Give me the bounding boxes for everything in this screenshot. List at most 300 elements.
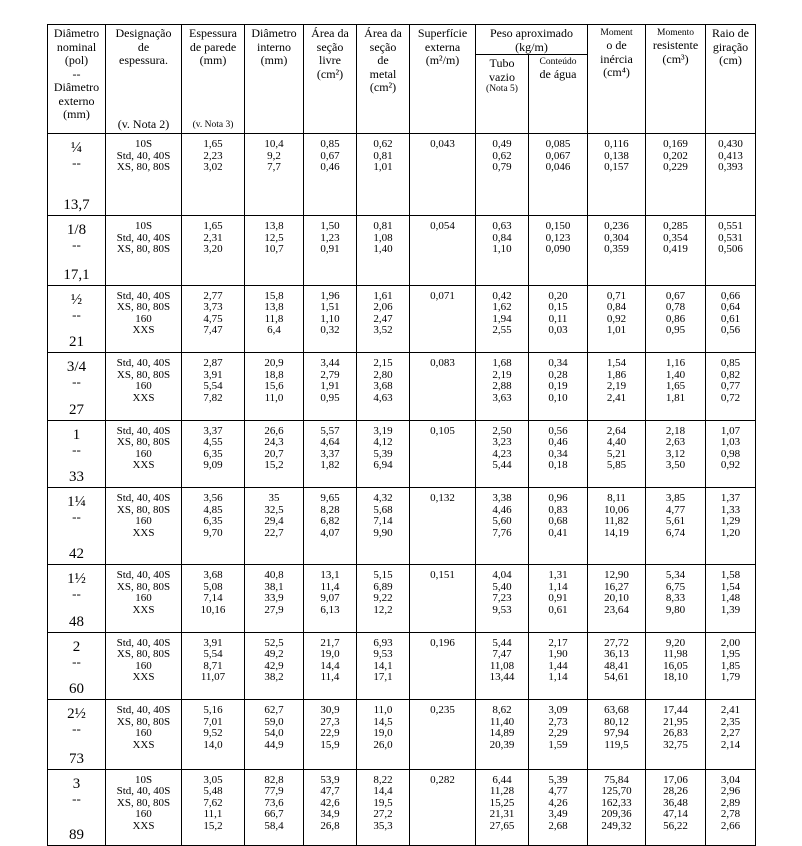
cell-value: 36,13 (604, 648, 629, 661)
cell-value: 9,20 (665, 636, 686, 649)
momento-inercia-cell (588, 700, 646, 770)
cell-value: 53,9 (320, 773, 340, 786)
cell-value: 0,531 (718, 231, 743, 244)
header-text: seção (316, 39, 344, 54)
cell-value: XS, 80, 80S (116, 715, 171, 728)
cell-value: 1,91 (320, 380, 340, 393)
header-text: Área da (364, 26, 402, 40)
cell-value: 3,44 (320, 357, 340, 370)
cell-value: 11,28 (489, 785, 515, 798)
cell-value: 10,16 (200, 603, 226, 616)
cell-value: XXS (132, 603, 155, 616)
table-row (48, 285, 756, 353)
cell-value: 16,27 (604, 580, 629, 593)
cell-value: 17,44 (663, 704, 688, 717)
cell-value: 1,37 (720, 492, 741, 505)
cell-value: 0,506 (718, 243, 743, 256)
header-text: -- (72, 66, 81, 81)
cell-value: 0,77 (720, 380, 741, 393)
nominal-size: 3/4 (66, 359, 87, 376)
area-metal-cell (357, 565, 410, 633)
cell-value: 0,41 (548, 526, 568, 539)
nominal-diameter-cell (48, 420, 106, 488)
cell-value: 2,06 (373, 301, 393, 314)
cell-value: 2,80 (373, 368, 393, 381)
conteudo-agua-cell (529, 134, 588, 216)
conteudo-agua-cell (529, 632, 588, 700)
cell-value: XS, 80, 80S (116, 580, 171, 593)
area-livre-cell (304, 353, 357, 421)
cell-value: 40,8 (264, 569, 284, 582)
cell-value: 42,9 (264, 659, 284, 672)
cell-value: 8,11 (607, 492, 626, 505)
cell-value: 7,62 (203, 796, 223, 809)
cell-value: 1,65 (665, 380, 686, 393)
momento-resistente-cell (646, 700, 706, 770)
conteudo-agua-cell (529, 285, 588, 353)
cell-value: 0,81 (373, 220, 393, 233)
cell-value: 0,10 (548, 391, 568, 404)
cell-value: 1,14 (548, 580, 568, 593)
cell-value: 2,63 (665, 436, 686, 449)
cell-value: 3,37 (320, 447, 340, 460)
cell-value: 0,150 (545, 220, 571, 233)
cell-value: 3,05 (203, 773, 223, 786)
cell-value: 0,285 (663, 220, 688, 233)
cell-value: 1,40 (373, 243, 393, 256)
raio-giracao-cell (706, 285, 756, 353)
cell-value: 8,71 (203, 659, 223, 672)
momento-resistente-cell (646, 216, 706, 286)
cell-value: 0,20 (548, 289, 568, 302)
header-text: interno (257, 39, 291, 54)
header-raio (706, 25, 756, 134)
cell-value: 13,8 (264, 220, 284, 233)
cell-value: 0,229 (663, 161, 688, 173)
cell-value: 10S (134, 138, 153, 150)
cell-value: 5,54 (203, 648, 223, 661)
header-text: externo (58, 93, 95, 108)
cell-value: 5,40 (492, 580, 512, 593)
raio-giracao-cell (706, 216, 756, 286)
cell-value: 97,94 (604, 727, 629, 740)
cell-value: 0,34 (548, 357, 568, 370)
espessura-cell (182, 420, 245, 488)
cell-value: 15,6 (264, 380, 284, 393)
cell-value: 11,4 (320, 580, 340, 593)
separator: -- (72, 586, 81, 602)
cell-value: 160 (135, 808, 152, 821)
cell-value: 42,6 (320, 796, 340, 809)
cell-value: 6,74 (665, 526, 686, 539)
cell-value: 12,2 (373, 603, 393, 616)
cell-value: 2,27 (720, 727, 741, 740)
cell-value: 2,17 (548, 636, 568, 649)
cell-value: 15,25 (489, 796, 515, 809)
cell-value: 3,68 (203, 569, 223, 582)
area-livre-cell (304, 420, 357, 488)
cell-value: 22,7 (264, 526, 284, 539)
superficie-cell (410, 216, 476, 286)
cell-value: 10,7 (264, 243, 284, 256)
separator: -- (72, 653, 81, 669)
cell-value: 21,95 (663, 715, 688, 728)
cell-value: Std, 40, 40S (116, 231, 171, 244)
cell-value: 1,31 (548, 569, 568, 582)
diametro-interno-cell (245, 769, 304, 845)
raio-giracao-cell (706, 769, 756, 845)
cell-value: 19,0 (373, 727, 393, 740)
cell-value: 7,47 (203, 324, 223, 337)
cell-value: 0,15 (548, 301, 568, 314)
nominal-size: 2½ (67, 706, 86, 723)
cell-value: 1,54 (606, 357, 627, 370)
header-text: de (137, 39, 150, 54)
header-text: de água (539, 67, 577, 81)
momento-resistente-cell (646, 565, 706, 633)
nominal-diameter-cell (48, 134, 106, 216)
cell-value: 0,91 (320, 243, 340, 256)
cell-value: 1,03 (720, 436, 741, 449)
cell-value: 80,12 (604, 715, 629, 728)
cell-value: 7,82 (203, 391, 223, 404)
momento-inercia-cell (588, 285, 646, 353)
conteudo-agua-cell (529, 420, 588, 488)
cell-value: 19,5 (373, 796, 393, 809)
cell-value: 2,47 (373, 312, 393, 325)
cell-value: 82,8 (264, 773, 284, 786)
cell-value: 10,06 (604, 503, 629, 516)
area-livre-cell (304, 565, 357, 633)
cell-value: 52,5 (264, 636, 284, 649)
diametro-interno-cell (245, 285, 304, 353)
nominal-diameter-cell (48, 632, 106, 700)
cell-value: 3,56 (203, 492, 223, 505)
cell-value: 9,09 (203, 459, 223, 472)
cell-value: 1,81 (665, 391, 686, 404)
cell-value: Std, 40, 40S (116, 569, 171, 582)
cell-value: 11,07 (200, 671, 226, 684)
cell-value: 3,04 (720, 773, 741, 786)
cell-value: 1,01 (606, 324, 627, 337)
superficie-cell (410, 134, 476, 216)
area-livre-cell (304, 216, 357, 286)
cell-value: 18,10 (663, 671, 688, 684)
header-tubo-vazio (476, 55, 529, 134)
cell-value: 0,67 (320, 149, 340, 162)
nominal-diameter-cell (48, 488, 106, 565)
nominal-diameter-cell (48, 769, 106, 845)
cell-value: 63,68 (604, 704, 629, 717)
table-body (48, 134, 756, 846)
cell-value: 14,5 (373, 715, 393, 728)
cell-value: 1,16 (665, 357, 686, 370)
cell-value: 0,42 (492, 289, 512, 302)
cell-value: 5,34 (665, 569, 686, 582)
cell-value: 6,13 (320, 603, 340, 616)
cell-value: 1,48 (720, 592, 741, 605)
cell-value: 4,40 (606, 436, 627, 449)
cell-value: 1,79 (720, 671, 741, 684)
cell-value: 160 (135, 312, 152, 325)
cell-value: 2,89 (720, 796, 741, 809)
header-espessura (182, 25, 245, 134)
cell-value: 0,85 (320, 138, 340, 150)
cell-value: Std, 40, 40S (116, 357, 171, 370)
cell-value: 11,40 (489, 715, 515, 728)
cell-value: 20,39 (489, 738, 515, 751)
cell-value: 35 (268, 492, 280, 505)
cell-value: 3,91 (203, 636, 223, 649)
momento-resistente-cell (646, 285, 706, 353)
cell-value: 4,77 (665, 503, 686, 516)
cell-value: 7,01 (203, 715, 223, 728)
header-text: (m²/m) (425, 53, 460, 67)
cell-value: 18,8 (264, 368, 284, 381)
cell-value: 0,132 (430, 492, 455, 505)
cell-value: 0,62 (492, 149, 512, 162)
cell-value: 0,64 (720, 301, 741, 314)
cell-value: 0,157 (604, 161, 629, 173)
cell-value: 6,44 (492, 773, 512, 786)
header-text: Momento (657, 28, 694, 38)
cell-value: 0,82 (720, 368, 741, 381)
cell-value: 8,28 (320, 503, 340, 516)
cell-value: 209,36 (601, 808, 632, 821)
cell-value: 5,39 (548, 773, 568, 786)
nominal-size: ¼ (70, 140, 83, 156)
cell-value: 4,85 (203, 503, 223, 516)
cell-value: 9,2 (267, 149, 281, 162)
cell-value: 0,169 (663, 138, 688, 150)
cell-value: 26,83 (663, 727, 688, 740)
cell-value: 0,413 (718, 149, 743, 162)
espessura-cell (182, 216, 245, 286)
cell-value: 0,116 (604, 138, 629, 150)
cell-value: 6,89 (373, 580, 393, 593)
cell-value: 33,9 (264, 592, 284, 605)
cell-value: 2,15 (373, 357, 393, 370)
designation-cell (106, 216, 182, 286)
raio-giracao-cell (706, 420, 756, 488)
cell-value: 0,78 (665, 301, 686, 314)
cell-value: 0,46 (320, 161, 340, 173)
espessura-cell (182, 565, 245, 633)
external-diameter: 73 (69, 750, 84, 767)
cell-value: 0,202 (663, 149, 688, 162)
table-row (48, 420, 756, 488)
nominal-size: 1½ (67, 571, 86, 588)
cell-value: 0,28 (548, 368, 568, 381)
area-metal-cell (357, 353, 410, 421)
external-diameter: 13,7 (63, 197, 90, 214)
header-momento-resistente (646, 25, 706, 134)
cell-value: 1,29 (720, 515, 741, 528)
header-text: Conteúdo (539, 57, 577, 67)
cell-value: 0,56 (548, 424, 568, 437)
cell-value: 0,96 (548, 492, 568, 505)
cell-value: 10,4 (264, 138, 284, 150)
momento-inercia-cell (588, 488, 646, 565)
cell-value: 9,90 (373, 526, 393, 539)
cell-value: 0,19 (548, 380, 568, 393)
cell-value: 20,10 (604, 592, 629, 605)
cell-value: 0,046 (545, 161, 571, 173)
cell-value: 36,48 (663, 796, 688, 809)
cell-value: 0,430 (718, 138, 743, 150)
diametro-interno-cell (245, 632, 304, 700)
cell-value: 6,35 (203, 515, 223, 528)
cell-value: 73,6 (264, 796, 284, 809)
header-text: inércia (600, 51, 633, 66)
cell-value: XS, 80, 80S (116, 503, 171, 516)
header-text: (cm²) (316, 66, 344, 81)
header-text: Diâmetro (53, 80, 100, 94)
cell-value: 0,393 (718, 161, 743, 173)
diametro-interno-cell (245, 488, 304, 565)
pipe-dimensions-table (47, 24, 756, 846)
table-row (48, 353, 756, 421)
cell-value: 0,86 (665, 312, 686, 325)
cell-value: 11,1 (203, 808, 223, 821)
conteudo-agua-cell (529, 216, 588, 286)
header-text: Superfície (417, 26, 468, 40)
cell-value: 0,62 (373, 138, 393, 150)
cell-value: XXS (132, 459, 155, 472)
superficie-cell (410, 632, 476, 700)
cell-value: 2,55 (492, 324, 512, 337)
tubo-vazio-cell (476, 285, 529, 353)
header-text: resistente (652, 38, 699, 52)
cell-value: 4,23 (492, 447, 512, 460)
cell-value: 2,66 (720, 819, 741, 832)
area-metal-cell (357, 420, 410, 488)
cell-value: 27,65 (489, 819, 515, 832)
cell-value: 32,5 (264, 503, 284, 516)
external-diameter: 60 (69, 681, 84, 698)
cell-value: 1,23 (320, 231, 340, 244)
raio-giracao-cell (706, 700, 756, 770)
cell-value: 1,85 (720, 659, 741, 672)
cell-value: 0,92 (720, 459, 741, 472)
cell-value: 5,57 (320, 424, 340, 437)
header-text: giração (712, 39, 749, 54)
separator: -- (72, 721, 81, 737)
header-text: Diâmetro (251, 26, 297, 40)
espessura-cell (182, 769, 245, 845)
tubo-vazio-cell (476, 488, 529, 565)
cell-value: 3,68 (373, 380, 393, 393)
external-diameter: 17,1 (63, 266, 90, 283)
cell-value: 27,72 (604, 636, 629, 649)
cell-value: 1,14 (548, 671, 568, 684)
tubo-vazio-cell (476, 134, 529, 216)
cell-value: 5,08 (203, 580, 223, 593)
cell-value: 2,00 (720, 636, 741, 649)
cell-value: 160 (135, 380, 152, 393)
cell-value: 0,66 (720, 289, 741, 302)
area-metal-cell (357, 134, 410, 216)
cell-value: 162,33 (601, 796, 632, 809)
cell-value: Std, 40, 40S (116, 636, 171, 649)
cell-value: 1,50 (320, 220, 340, 233)
cell-value: 21,7 (320, 636, 340, 649)
header-text: (mm) (260, 53, 288, 67)
cell-value: 0,090 (545, 243, 571, 256)
cell-value: 4,75 (203, 312, 223, 325)
momento-resistente-cell (646, 769, 706, 845)
diametro-interno-cell (245, 216, 304, 286)
area-metal-cell (357, 769, 410, 845)
conteudo-agua-cell (529, 769, 588, 845)
cell-value: 4,04 (492, 569, 512, 582)
cell-value: 2,18 (665, 424, 686, 437)
momento-resistente-cell (646, 420, 706, 488)
cell-value: 3,19 (373, 424, 393, 437)
cell-value: 4,07 (320, 526, 340, 539)
cell-value: 1,44 (548, 659, 568, 672)
cell-value: 1,94 (492, 312, 512, 325)
cell-value: 47,7 (320, 785, 340, 798)
cell-value: 30,9 (320, 704, 340, 717)
cell-value: 3,91 (203, 368, 223, 381)
cell-value: 0,359 (604, 243, 629, 256)
cell-value: 0,72 (720, 391, 741, 404)
cell-value: 2,14 (720, 738, 741, 751)
cell-value: 5,54 (203, 380, 223, 393)
header-text: Raio de (712, 26, 749, 40)
superficie-cell (410, 700, 476, 770)
cell-value: 3,20 (203, 243, 223, 256)
cell-value: 3,85 (665, 492, 686, 505)
tubo-vazio-cell (476, 565, 529, 633)
tubo-vazio-cell (476, 420, 529, 488)
cell-value: 2,68 (548, 819, 568, 832)
cell-value: 3,50 (665, 459, 686, 472)
cell-value: Std, 40, 40S (116, 492, 171, 505)
designation-cell (106, 134, 182, 216)
cell-value: 11,0 (373, 704, 393, 717)
cell-value: 8,33 (665, 592, 686, 605)
header-text: (cm⁴) (603, 65, 630, 79)
cell-value: XXS (132, 526, 155, 539)
cell-value: 5,39 (373, 447, 393, 460)
cell-value: 12,5 (264, 231, 284, 244)
cell-value: 1,86 (606, 368, 627, 381)
cell-value: 0,79 (492, 161, 512, 173)
header-diametro-interno (245, 25, 304, 134)
cell-value: 1,90 (548, 648, 568, 661)
cell-value: XXS (132, 819, 155, 832)
cell-value: 1,40 (665, 368, 686, 381)
designation-cell (106, 353, 182, 421)
cell-value: 75,84 (604, 773, 629, 786)
cell-value: 3,38 (492, 492, 512, 505)
cell-value: 1,20 (720, 526, 741, 539)
cell-value: 0,71 (606, 289, 627, 302)
cell-value: 0,304 (604, 231, 629, 244)
cell-value: 26,6 (264, 424, 284, 437)
cell-value: 10S (134, 773, 153, 786)
superficie-cell (410, 353, 476, 421)
designation-cell (106, 565, 182, 633)
nominal-size: 3 (72, 775, 81, 792)
momento-inercia-cell (588, 632, 646, 700)
cell-value: 38,2 (264, 671, 284, 684)
header-text: (pol) (64, 53, 89, 67)
header-text: (kg/m) (515, 39, 548, 54)
cell-value: 56,22 (663, 819, 688, 832)
